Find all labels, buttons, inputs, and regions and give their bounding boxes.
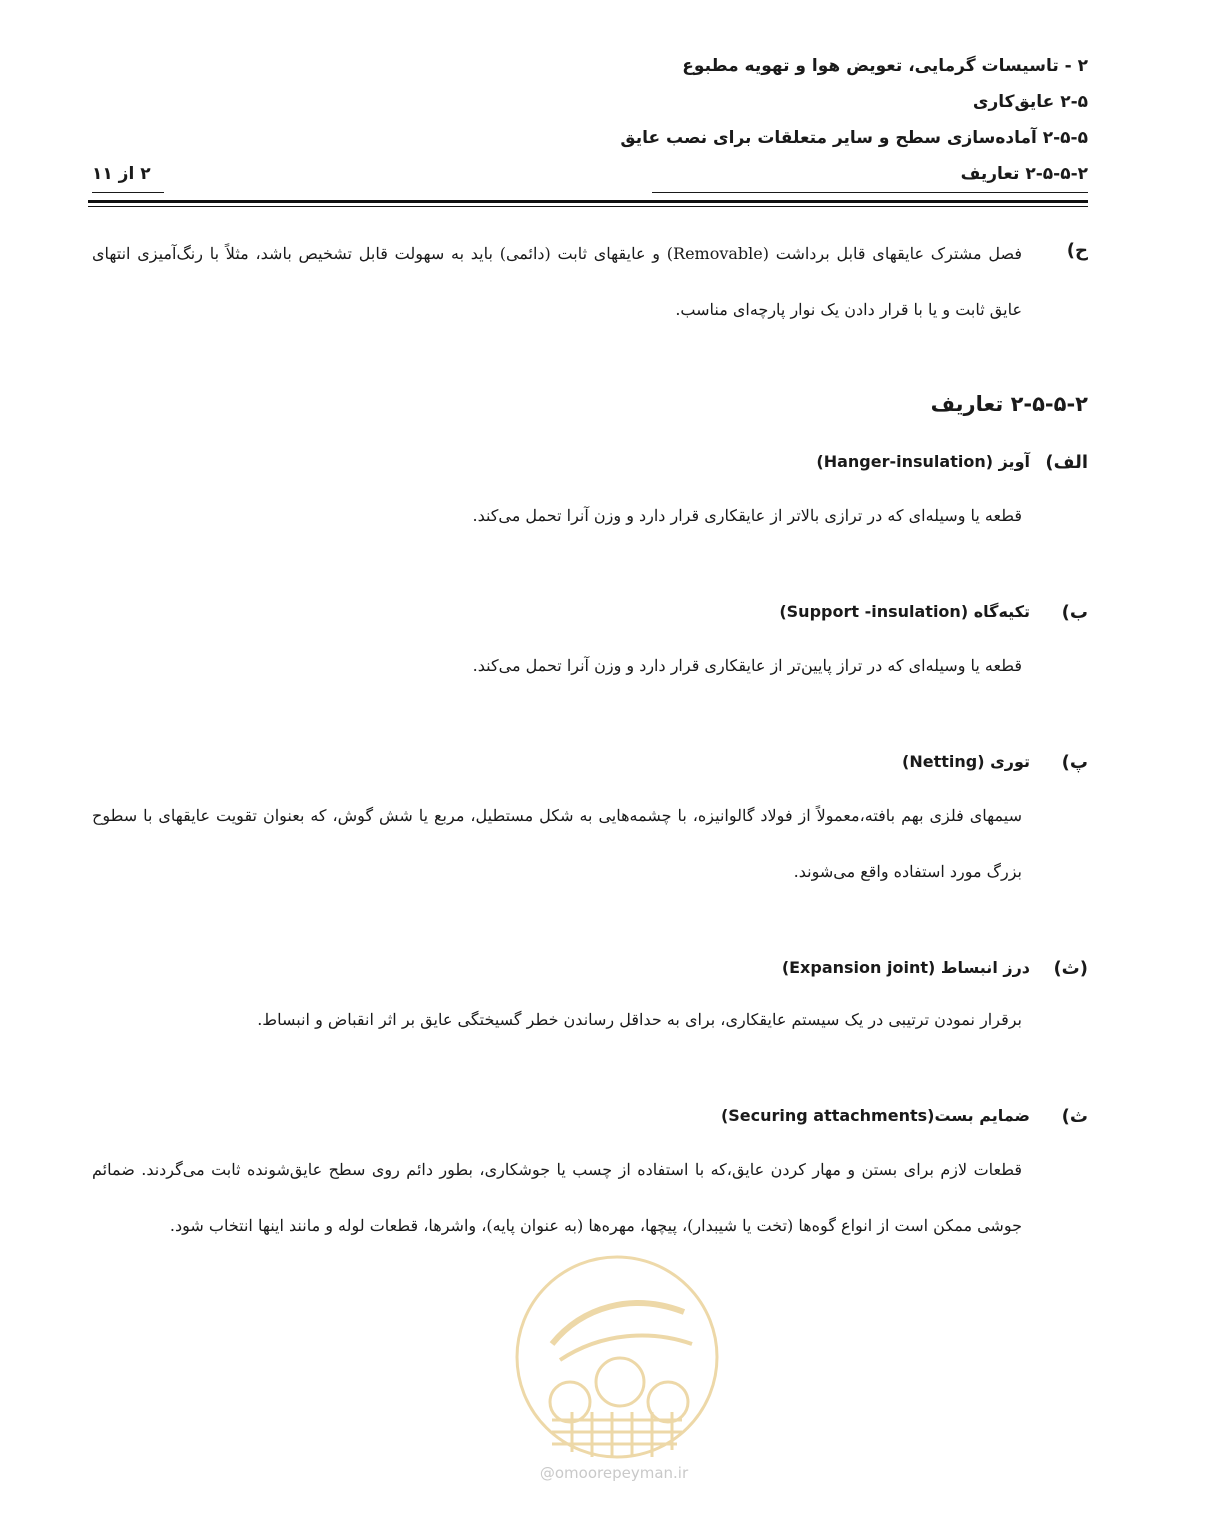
definition-term: درز انبساط (Expansion joint) [781,958,1030,977]
definition-marker: پ) [1061,752,1088,773]
definition-text: برقرار نمودن ترتیبی در یک سیستم عایقکاری، برای به حداقل رساندن خطر گسیختگی عایق بر اثر انقباض و انبساط. [257,1010,1022,1029]
definition-marker: ب) [1061,602,1088,623]
definition-term: توری (Netting) [902,752,1030,771]
definition-marker: (ث) [1053,958,1088,979]
watermark-site: @omoorepeyman.ir [539,1464,689,1482]
header-chapter: ۲ - تاسیسات گرمایی، تعویض هوا و تهویه مطبوع [682,56,1088,76]
definition-term: تکیه‌گاه (Support -insulation) [779,602,1030,621]
omoorepeyman-seal-icon [512,1252,722,1462]
intro-marker: ح) [1066,240,1088,261]
header-section: ۲-۵ عایق‌کاری [972,92,1088,112]
definition-text: قطعه یا وسیله‌ای که در تراز پایین‌تر از عایقکاری قرار دارد و وزن آنرا تحمل می‌کند. [472,656,1022,675]
section-title: ۲-۵-۵-۲ تعاریف [930,392,1088,416]
definition-term: ضمایم بست(Securing attachments) [720,1106,1030,1125]
definition-marker: ث) [1061,1106,1088,1127]
header-subsubsection: ۲-۵-۵-۲ تعاریف [960,164,1088,184]
header-subsection: ۲-۵-۵ آماده‌سازی سطح و سایر متعلقات برای نصب عایق [620,128,1088,148]
definition-text: قطعه یا وسیله‌ای که در ترازی بالاتر از عایقکاری قرار دارد و وزن آنرا تحمل می‌کند. [472,506,1022,525]
definition-term: آویز (Hanger-insulation) [816,452,1030,471]
page-number: ۲ از ۱۱ [92,164,151,184]
header-underline [652,192,1088,193]
definition-text: قطعات لازم برای بستن و مهار کردن عایق،که با استفاده از چسب یا جوشکاری، بطور دائم روی سطح عایق‌شونده ثابت می‌گردند. ضمائم جوشی ممکن است از انواع گوه‌ها (تخت یا شیبدار)، پیچها، مهره‌ها (به عنوان پایه)، واشرها، قطعات لوله و مانند اینها انتخاب شود. [92,1160,1022,1235]
page-number-underline [92,192,164,193]
definition-text: سیمهای فلزی بهم بافته،معمولاً از فولاد گالوانیزه، با چشمه‌هایی به شکل مستطیل، مربع یا شش گوش، که بعنوان تقویت عایقهای با سطوح بزرگ مورد استفاده واقع می‌شوند. [92,806,1022,881]
header-rule-thick [88,200,1088,203]
header-rule-thin [88,206,1088,207]
intro-paragraph: فصل مشترک عایقهای قابل برداشت (Removable) و عایقهای ثابت (دائمی) باید به سهولت قابل تشخیص باشد، مثلاً با رنگ‌آمیزی انتهای عایق ثابت و یا با قرار دادن یک نوار پارچه‌ای مناسب. [92,244,1023,319]
definition-marker: الف) [1045,452,1088,473]
